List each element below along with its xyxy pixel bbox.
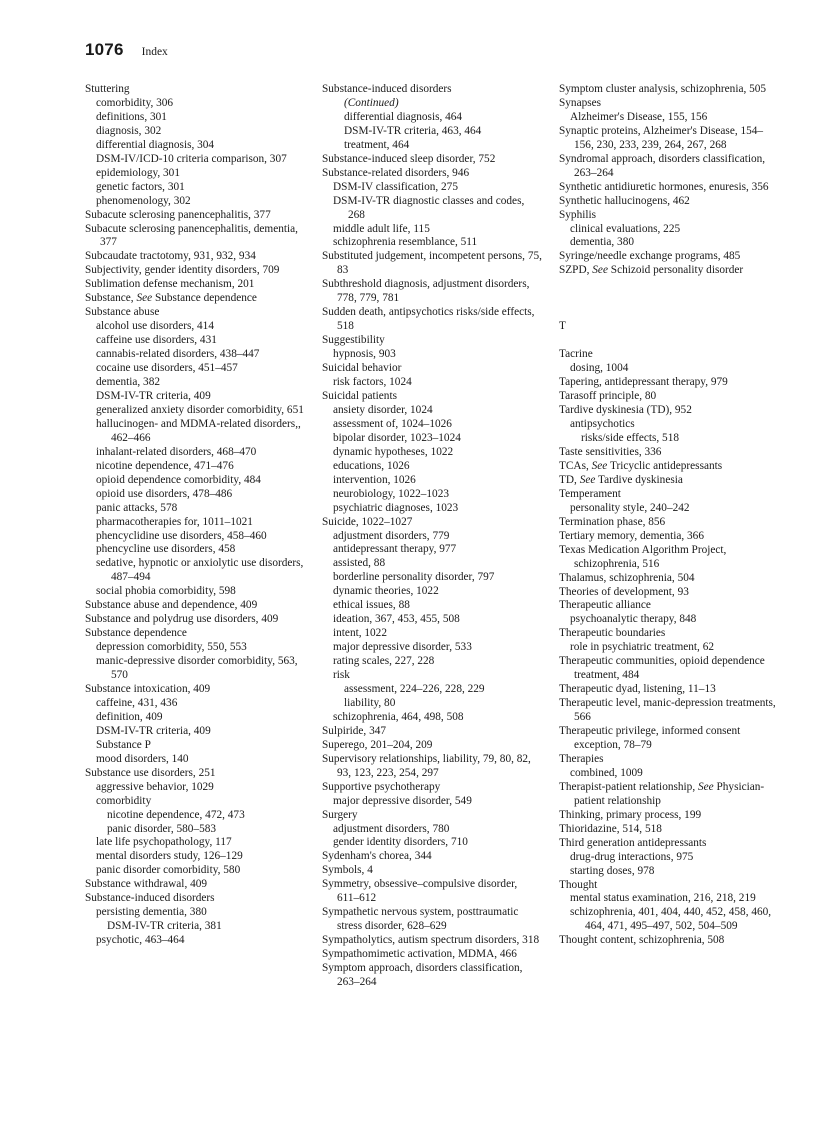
index-subentry: hypnosis, 903	[333, 348, 396, 361]
index-entry: Substance use disorders, 251	[85, 766, 216, 779]
index-subentry: DSM-IV classification, 275	[333, 180, 458, 193]
index-subentry: adjustment disorders, 779	[333, 529, 450, 542]
index-entry: Texas Medication Algorithm Project, schizophrenia, 516	[559, 543, 727, 570]
index-subentry: caffeine, 431, 436	[96, 696, 178, 709]
section-gap	[559, 278, 781, 320]
index-subentry: DSM-IV-TR criteria, 381	[107, 920, 222, 933]
index-entry: Substance abuse	[85, 306, 160, 319]
index-entry: Thinking, primary process, 199	[559, 808, 702, 821]
index-subentry: intervention, 1026	[333, 473, 416, 486]
index-entry: Therapist-patient relationship, See Physician-patient relationship	[559, 780, 765, 807]
index-subentry: educations, 1026	[333, 459, 410, 472]
index-subentry: panic disorder comorbidity, 580	[96, 864, 241, 877]
index-subentry: psychiatric diagnoses, 1023	[333, 501, 459, 514]
index-entry: Synapses	[559, 96, 602, 109]
index-subentry: definition, 409	[96, 710, 163, 723]
index-entry: Synthetic hallucinogens, 462	[559, 194, 690, 207]
index-subentry: differential diagnosis, 464	[344, 110, 463, 123]
index-entry: Symptom approach, disorders classification, 263–264	[322, 962, 523, 988]
index-subentry: comorbidity	[96, 794, 152, 807]
index-entry: Symmetry, obsessive–compulsive disorder, 611–612	[322, 878, 518, 905]
index-entry: Sydenham's chorea, 344	[322, 850, 432, 863]
index-entry: Tapering, antidepressant therapy, 979	[559, 376, 728, 389]
index-subentry: liability, 80	[344, 696, 396, 709]
index-subentry: DSM-IV-TR criteria, 409	[96, 724, 211, 737]
index-subentry: late life psychopathology, 117	[96, 836, 232, 849]
index-subentry: phencycline use disorders, 458	[96, 543, 236, 556]
index-entry: Taste sensitivities, 336	[559, 445, 662, 458]
index-entry: Suggestibility	[322, 334, 385, 347]
index-subentry: intent, 1022	[333, 627, 387, 640]
index-subentry: psychotic, 463–464	[96, 934, 185, 947]
index-subentry: DSM-IV-TR criteria, 409	[96, 389, 211, 402]
index-entry: TCAs, See Tricyclic antidepressants	[559, 459, 723, 472]
index-subentry: opioid dependence comorbidity, 484	[96, 473, 261, 486]
index-subentry: bipolar disorder, 1023–1024	[333, 431, 461, 444]
index-entry: Subjectivity, gender identity disorders, 709	[85, 264, 280, 277]
index-subentry: pharmacotherapies for, 1011–1021	[96, 515, 253, 528]
index-subentry: mental status examination, 216, 218, 219	[570, 892, 756, 905]
index-subentry: drug-drug interactions, 975	[570, 850, 694, 863]
index-subentry: generalized anxiety disorder comorbidity, 651	[96, 403, 304, 416]
index-subentry: DSM-IV-TR diagnostic classes and codes, 268	[333, 194, 525, 221]
index-entry: Tertiary memory, dementia, 366	[559, 529, 704, 542]
index-subentry: dementia, 380	[570, 236, 634, 249]
index-entry: Sympatholytics, autism spectrum disorders, 318	[322, 934, 540, 947]
index-subentry: comorbidity, 306	[96, 96, 174, 109]
index-subentry: risk	[333, 669, 350, 682]
index-entry: Subcaudate tractotomy, 931, 932, 934	[85, 250, 256, 263]
index-entry: Substance dependence	[85, 627, 187, 640]
index-entry: Subacute sclerosing panencephalitis, dementia, 377	[85, 222, 299, 249]
index-entry: Therapeutic communities, opioid dependence treatment, 484	[559, 655, 765, 682]
index-subentry: neurobiology, 1022–1023	[333, 487, 449, 500]
index-entry: Syringe/needle exchange programs, 485	[559, 250, 741, 263]
index-entry: SZPD, See Schizoid personality disorder	[559, 264, 744, 277]
index-subentry: definitions, 301	[96, 110, 167, 123]
index-subentry: mood disorders, 140	[96, 752, 189, 765]
index-subentry: social phobia comorbidity, 598	[96, 585, 236, 598]
index-entry: Sulpiride, 347	[322, 724, 387, 737]
index-entry: Suicidal patients	[322, 389, 397, 402]
index-entry: Substance, See Substance dependence	[85, 292, 257, 305]
index-entry: Sudden death, antipsychotics risks/side effects, 518	[322, 306, 535, 333]
index-entry: Superego, 201–204, 209	[322, 738, 433, 751]
index-subentry: combined, 1009	[570, 766, 643, 779]
index-entry: Surgery	[322, 808, 358, 821]
index-entry: Symbols, 4	[322, 864, 373, 877]
index-subentry: role in psychiatric treatment, 62	[570, 641, 714, 654]
index-entry: Tarasoff principle, 80	[559, 390, 657, 403]
index-entry: Substance-induced disorders	[85, 892, 215, 905]
index-subentry: antipsychotics	[570, 418, 635, 431]
index-entry: Substance-induced sleep disorder, 752	[322, 152, 496, 165]
index-subentry: schizophrenia resemblance, 511	[333, 236, 478, 249]
index-entry: Thought	[559, 878, 598, 891]
index-entry: Therapeutic alliance	[559, 599, 651, 612]
index-subentry: depression comorbidity, 550, 553	[96, 641, 247, 654]
index-subentry: mental disorders study, 126–129	[96, 850, 243, 863]
index-entry: Tardive dyskinesia (TD), 952	[559, 404, 692, 417]
index-subentry: (Continued)	[344, 96, 399, 109]
index-subentry: ideation, 367, 453, 455, 508	[333, 613, 460, 626]
index-entry: Syndromal approach, disorders classification, 263–264	[559, 152, 766, 179]
index-entry: Suicidal behavior	[322, 362, 402, 375]
index-subentry: schizophrenia, 401, 404, 440, 452, 458, 460, 464, 471, 495–497, 502, 504–509	[570, 906, 772, 933]
index-subentry: middle adult life, 115	[333, 222, 430, 235]
index-entry: Substance intoxication, 409	[85, 682, 211, 695]
index-subentry: DSM-IV/ICD-10 criteria comparison, 307	[96, 152, 287, 165]
index-entry: Therapeutic privilege, informed consent exception, 78–79	[559, 725, 741, 751]
index-subentry: risk factors, 1024	[333, 376, 412, 389]
index-entry: Substance and polydrug use disorders, 409	[85, 613, 279, 626]
index-subentry: sedative, hypnotic or anxiolytic use disorders, 487–494	[96, 557, 304, 584]
index-subentry: dynamic theories, 1022	[333, 585, 439, 598]
index-entry: Supervisory relationships, liability, 79, 80, 82, 93, 123, 223, 254, 297	[322, 752, 531, 779]
index-column-1	[85, 83, 305, 948]
index-entry: Subacute sclerosing panencephalitis, 377	[85, 208, 271, 221]
index-subentry: alcohol use disorders, 414	[96, 320, 214, 333]
index-entry: Theories of development, 93	[559, 585, 689, 598]
page-number: 1076	[85, 40, 124, 59]
index-entry: Substance-induced disorders	[322, 83, 452, 95]
index-entry: Thought content, schizophrenia, 508	[559, 934, 725, 947]
index-subentry: borderline personality disorder, 797	[333, 571, 495, 584]
index-subentry: nicotine dependence, 471–476	[96, 459, 234, 472]
index-entry: Syphilis	[559, 208, 597, 221]
index-subentry: treatment, 464	[344, 138, 410, 151]
index-subentry: hallucinogen- and MDMA-related disorders,, 462–466	[96, 417, 301, 444]
index-subentry: dosing, 1004	[570, 362, 629, 375]
index-entry: Sympathomimetic activation, MDMA, 466	[322, 948, 517, 961]
index-subentry: Alzheimer's Disease, 155, 156	[570, 110, 708, 123]
index-entry: Third generation antidepressants	[559, 836, 707, 849]
index-subentry: starting doses, 978	[570, 864, 655, 877]
index-subentry: opioid use disorders, 478–486	[96, 487, 233, 500]
index-subentry: cocaine use disorders, 451–457	[96, 362, 238, 375]
index-subentry: clinical evaluations, 225	[570, 222, 681, 235]
index-subentry: assessment of, 1024–1026	[333, 417, 452, 430]
index-subentry: dynamic hypotheses, 1022	[333, 445, 454, 458]
index-entry: Thalamus, schizophrenia, 504	[559, 571, 695, 584]
running-head: Index	[141, 46, 168, 58]
index-subentry: manic-depressive disorder comorbidity, 563, 570	[96, 655, 298, 682]
index-entry: Therapeutic dyad, listening, 11–13	[559, 683, 716, 696]
index-subentry: major depressive disorder, 549	[333, 794, 472, 807]
index-column-3	[559, 83, 781, 948]
index-entry: Suicide, 1022–1027	[322, 515, 413, 528]
index-subentry: panic attacks, 578	[96, 501, 178, 514]
index-subentry: genetic factors, 301	[96, 180, 185, 193]
index-subentry: phencyclidine use disorders, 458–460	[96, 529, 267, 542]
index-entry: Substituted judgement, incompetent persons, 75, 83	[322, 250, 542, 277]
index-subentry: nicotine dependence, 472, 473	[107, 808, 245, 821]
index-entry: Therapies	[559, 752, 604, 765]
index-entry: Substance abuse and dependence, 409	[85, 599, 258, 612]
index-subentry: epidemiology, 301	[96, 166, 180, 179]
index-subentry: differential diagnosis, 304	[96, 138, 215, 151]
index-subentry: Substance P	[96, 738, 151, 751]
index-subentry: rating scales, 227, 228	[333, 655, 435, 668]
index-entry: Sympathetic nervous system, posttraumatic stress disorder, 628–629	[322, 906, 519, 933]
index-entry: Subthreshold diagnosis, adjustment disorders, 778, 779, 781	[322, 278, 530, 305]
index-entry: Therapeutic boundaries	[559, 627, 666, 640]
index-subentry: major depressive disorder, 533	[333, 641, 472, 654]
index-subentry: aggressive behavior, 1029	[96, 780, 214, 793]
index-subentry: diagnosis, 302	[96, 124, 162, 137]
index-entry: Substance withdrawal, 409	[85, 878, 208, 891]
index-entry: TD, See Tardive dyskinesia	[559, 473, 683, 486]
index-entry: Symptom cluster analysis, schizophrenia, 505	[559, 83, 767, 95]
index-subentry: ansiety disorder, 1024	[333, 403, 433, 416]
index-entry: Therapeutic level, manic-depression treatments, 566	[559, 697, 776, 724]
index-subentry: panic disorder, 580–583	[107, 822, 217, 835]
index-column-2	[322, 83, 542, 990]
index-entry: Substance-related disorders, 946	[322, 166, 470, 179]
index-subentry: assisted, 88	[333, 557, 386, 570]
index-subentry: cannabis-related disorders, 438–447	[96, 348, 260, 361]
index-subentry: phenomenology, 302	[96, 194, 191, 207]
index-entry: Synaptic proteins, Alzheimer's Disease, 154–156, 230, 233, 239, 264, 267, 268	[559, 124, 764, 151]
index-subentry: assessment, 224–226, 228, 229	[344, 682, 485, 695]
index-subentry: inhalant-related disorders, 468–470	[96, 445, 257, 458]
index-subentry: adjustment disorders, 780	[333, 822, 450, 835]
index-subentry: antidepressant therapy, 977	[333, 543, 457, 556]
index-entry: Synthetic antidiuretic hormones, enuresis, 356	[559, 180, 769, 193]
page-header	[85, 40, 168, 62]
index-subentry: psychoanalytic therapy, 848	[570, 613, 697, 626]
index-subentry: personality style, 240–242	[570, 501, 690, 514]
index-entry: Sublimation defense mechanism, 201	[85, 278, 255, 291]
index-entry: Temperament	[559, 487, 621, 500]
index-entry: Stuttering	[85, 83, 130, 95]
index-subentry: DSM-IV-TR criteria, 463, 464	[344, 124, 482, 137]
index-subentry: gender identity disorders, 710	[333, 836, 468, 849]
index-entry: Termination phase, 856	[559, 515, 666, 528]
index-subentry: caffeine use disorders, 431	[96, 334, 217, 347]
section-letter: T	[559, 320, 566, 333]
index-subentry: dementia, 382	[96, 376, 160, 389]
index-subentry: persisting dementia, 380	[96, 906, 207, 919]
index-entry: Supportive psychotherapy	[322, 780, 441, 793]
index-subentry: schizophrenia, 464, 498, 508	[333, 710, 464, 723]
index-subentry: ethical issues, 88	[333, 599, 410, 612]
index-entry: Tacrine	[559, 348, 593, 361]
index-entry: Thioridazine, 514, 518	[559, 822, 662, 835]
index-subentry: risks/side effects, 518	[581, 432, 679, 445]
